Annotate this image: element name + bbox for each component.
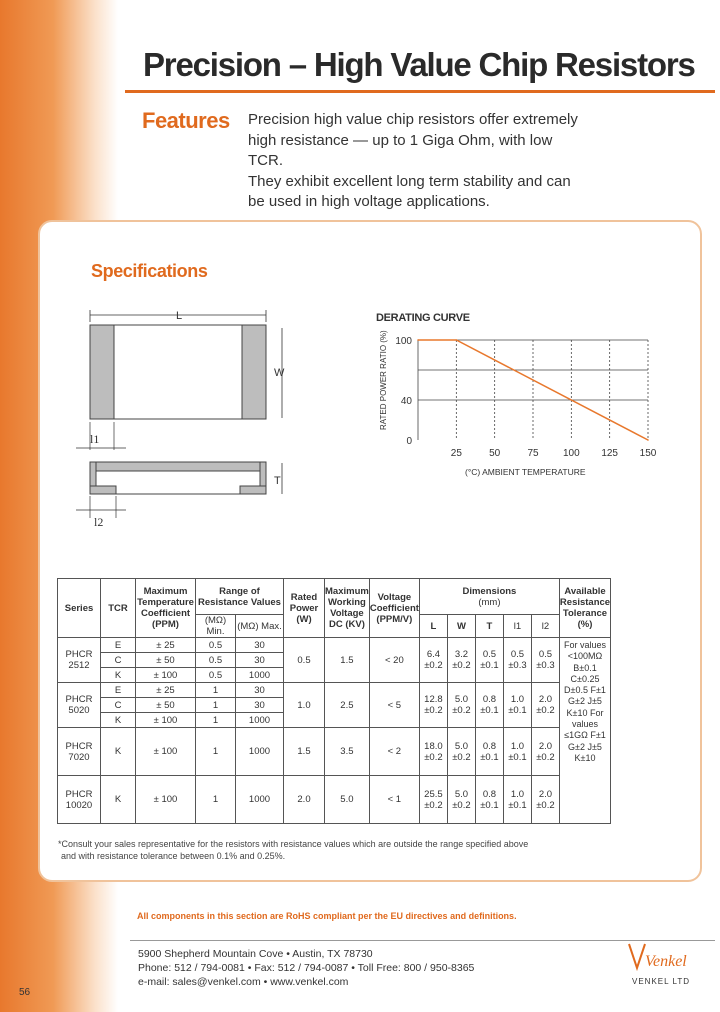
- footer-phone: Phone: 512 / 794-0081 • Fax: 512 / 794-0087 • Toll Free: 800 / 950-8365: [138, 962, 475, 974]
- footnote-line: *Consult your sales representative for the resistors with resistance values which are outside the range specified above: [58, 839, 529, 849]
- chart-title: DERATING CURVE: [376, 312, 470, 324]
- tcr-cell: E: [101, 638, 136, 653]
- dim-w-cell: 5.0 ±0.2: [447, 776, 475, 824]
- dim-l1-cell: 1.0 ±0.1: [503, 683, 531, 728]
- left-terminal: [90, 325, 114, 419]
- x-tick-label: 50: [489, 448, 501, 459]
- y-tick-label: 40: [400, 396, 412, 407]
- min-cell: 1: [196, 683, 236, 698]
- vcoef-cell: < 5: [369, 683, 419, 728]
- y-tick-label: 0: [406, 436, 412, 447]
- coef-cell: ± 100: [136, 668, 196, 683]
- series-cell: PHCR 7020: [58, 728, 101, 776]
- header-range-min: (MΩ) Min.: [196, 615, 236, 638]
- x-tick-label: 150: [639, 448, 657, 459]
- voltage-cell: 2.5: [325, 683, 370, 728]
- min-cell: 0.5: [196, 668, 236, 683]
- max-cell: 30: [236, 683, 284, 698]
- logo-text: Venkel: [645, 953, 687, 970]
- features-heading: Features: [142, 108, 230, 133]
- l2-label: l2: [94, 515, 104, 529]
- min-cell: 0.5: [196, 638, 236, 653]
- l1-label: l1: [90, 432, 100, 446]
- min-cell: 1: [196, 698, 236, 713]
- footer-contact[interactable]: e-mail: sales@venkel.com • www.venkel.com: [138, 976, 349, 988]
- header-tcr: TCR: [101, 579, 136, 638]
- header-dimensions: [419, 579, 559, 615]
- coef-cell: ± 50: [136, 698, 196, 713]
- chart-y-ticks: [395, 336, 412, 447]
- coef-cell: ± 100: [136, 776, 196, 824]
- dim-l2-cell: 0.5 ±0.3: [531, 638, 559, 683]
- max-cell: 30: [236, 638, 284, 653]
- dim-t-cell: 0.5 ±0.1: [475, 638, 503, 683]
- tcr-cell: K: [101, 776, 136, 824]
- footnote-line: and with resistance tolerance between 0.1% and 0.25%.: [61, 850, 286, 861]
- coef-cell: ± 50: [136, 653, 196, 668]
- series-cell: PHCR 10020: [58, 776, 101, 824]
- dimensions-unit: (mm): [478, 596, 501, 608]
- max-cell: 1000: [236, 776, 284, 824]
- header-dim-l1: l1: [503, 615, 531, 638]
- vcoef-cell: < 20: [369, 638, 419, 683]
- dim-l-cell: 25.5 ±0.2: [419, 776, 447, 824]
- page-title: Precision – High Value Chip Resistors: [143, 46, 695, 83]
- header-voltage-coef: Voltage Coefficient (PPM/V): [369, 579, 419, 638]
- chip-top-view: [90, 325, 266, 419]
- rohs-statement: All components in this section are RoHS compliant per the EU directives and definitions.: [137, 911, 517, 921]
- x-tick-label: 75: [527, 448, 539, 459]
- venkel-logo-icon: [627, 938, 689, 974]
- max-cell: 1000: [236, 668, 284, 683]
- dim-l1-cell: 1.0 ±0.1: [503, 728, 531, 776]
- tcr-cell: C: [101, 698, 136, 713]
- dim-l-cell: 18.0 ±0.2: [419, 728, 447, 776]
- w-label: W: [274, 367, 285, 379]
- specifications-heading: Specifications: [91, 261, 208, 281]
- dim-l2-cell: 2.0 ±0.2: [531, 683, 559, 728]
- dim-l-cell: 12.8 ±0.2: [419, 683, 447, 728]
- vcoef-cell: < 2: [369, 728, 419, 776]
- header-max-voltage: Maximum Working Voltage DC (KV): [325, 579, 370, 638]
- features-line: They exhibit excellent long term stability and can: [248, 172, 571, 190]
- dim-w-cell: 5.0 ±0.2: [447, 728, 475, 776]
- features-line: Precision high value chip resistors offer extremely: [248, 111, 578, 128]
- header-dim-l2: l2: [531, 615, 559, 638]
- x-tick-label: 125: [601, 448, 619, 459]
- header-tolerance: Available Resistance Tolerance (%): [559, 579, 610, 638]
- specification-table: [57, 578, 611, 824]
- dim-l2-cell: 2.0 ±0.2: [531, 776, 559, 824]
- header-range-max: (MΩ) Max.: [236, 615, 284, 638]
- coef-cell: ± 25: [136, 638, 196, 653]
- t-label: T: [274, 475, 281, 487]
- header-dim-w: W: [447, 615, 475, 638]
- power-cell: 1.5: [284, 728, 325, 776]
- coef-cell: ± 25: [136, 683, 196, 698]
- footer-address-block: [138, 947, 474, 989]
- header-rated-power: Rated Power (W): [284, 579, 325, 638]
- series-cell: PHCR 2512: [58, 638, 101, 683]
- page-number: 56: [19, 987, 31, 998]
- series-cell: PHCR 5020: [58, 683, 101, 728]
- dim-t-cell: 0.8 ±0.1: [475, 776, 503, 824]
- tcr-cell: C: [101, 653, 136, 668]
- voltage-cell: 1.5: [325, 638, 370, 683]
- vcoef-cell: < 1: [369, 776, 419, 824]
- coef-cell: ± 100: [136, 713, 196, 728]
- tolerance-cell: For values <100MΩ B±0.1 C±0.25 D±0.5 F±1 G±2 J±5 K±10 For values ≤1GΩ F±1 G±2 J±5 K±10: [559, 638, 610, 824]
- chart-ylabel: RATED POWER RATIO (%): [379, 330, 388, 430]
- logo-subtitle: VENKEL LTD: [632, 977, 691, 986]
- max-cell: 1000: [236, 713, 284, 728]
- data-point: [647, 439, 649, 441]
- tcr-cell: K: [101, 713, 136, 728]
- chart-x-ticks: [451, 448, 657, 459]
- max-cell: 30: [236, 698, 284, 713]
- max-cell: 1000: [236, 728, 284, 776]
- tcr-cell: K: [101, 668, 136, 683]
- power-cell: 2.0: [284, 776, 325, 824]
- features-text: [248, 110, 588, 213]
- min-cell: 1: [196, 713, 236, 728]
- y-tick-label: 100: [395, 336, 412, 347]
- title-underline: [125, 90, 715, 93]
- chip-dimension-drawing: [56, 300, 316, 540]
- dimensions-title: Dimensions: [462, 585, 517, 597]
- header-series: Series: [58, 579, 101, 638]
- dim-l1-cell: 1.0 ±0.1: [503, 776, 531, 824]
- data-point: [456, 339, 458, 341]
- features-line: be used in high voltage applications.: [248, 193, 490, 210]
- features-line: high resistance — up to 1 Giga Ohm, with low TCR.: [248, 131, 553, 169]
- tcr-cell: E: [101, 683, 136, 698]
- voltage-cell: 5.0: [325, 776, 370, 824]
- dim-w-cell: 3.2 ±0.2: [447, 638, 475, 683]
- min-cell: 1: [196, 728, 236, 776]
- chart-grid: [418, 340, 648, 440]
- x-tick-label: 25: [450, 448, 462, 459]
- data-point: [417, 339, 419, 341]
- dim-l1-cell: 0.5 ±0.3: [503, 638, 531, 683]
- power-cell: 0.5: [284, 638, 325, 683]
- dim-l2-cell: 2.0 ±0.2: [531, 728, 559, 776]
- dim-l-cell: 6.4 ±0.2: [419, 638, 447, 683]
- x-tick-label: 100: [562, 448, 580, 459]
- dim-w-cell: 5.0 ±0.2: [447, 683, 475, 728]
- voltage-cell: 3.5: [325, 728, 370, 776]
- table-footnote: [58, 839, 528, 862]
- tcr-cell: K: [101, 728, 136, 776]
- header-range: Range of Resistance Values: [196, 579, 284, 615]
- coef-cell: ± 100: [136, 728, 196, 776]
- chart-xlabel: (°C) AMBIENT TEMPERATURE: [465, 467, 586, 477]
- derating-curve-chart: [360, 300, 680, 490]
- footer-address: 5900 Shepherd Mountain Cove • Austin, TX 78730: [138, 948, 373, 960]
- dim-t-cell: 0.8 ±0.1: [475, 728, 503, 776]
- l-label: L: [176, 310, 183, 322]
- header-max-temp-coef: Maximum Temperature Coefficient (PPM): [136, 579, 196, 638]
- dim-t-cell: 0.8 ±0.1: [475, 683, 503, 728]
- right-terminal: [242, 325, 266, 419]
- max-cell: 30: [236, 653, 284, 668]
- min-cell: 1: [196, 776, 236, 824]
- power-cell: 1.0: [284, 683, 325, 728]
- header-dim-l: L: [419, 615, 447, 638]
- min-cell: 0.5: [196, 653, 236, 668]
- header-dim-t: T: [475, 615, 503, 638]
